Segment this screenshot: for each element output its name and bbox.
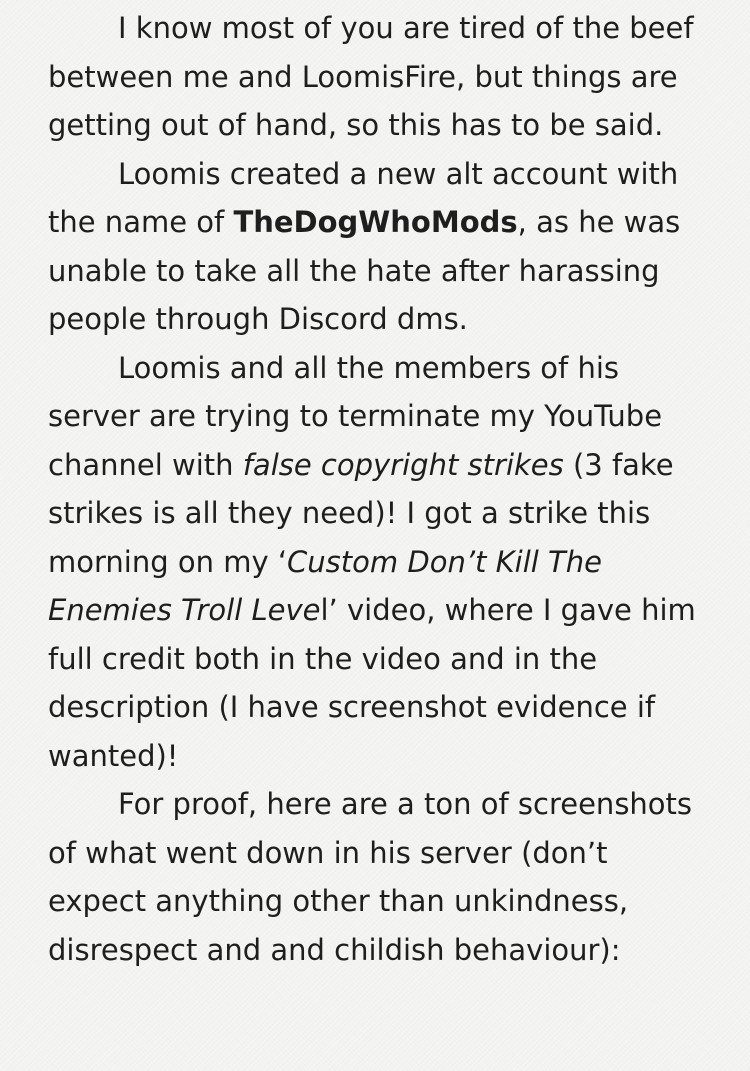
strikes-text-part2: (3 fake strikes is all they need)! I got a strike this morning on my ‘ bbox=[48, 447, 674, 579]
paragraph-proof bbox=[48, 780, 710, 974]
paragraph-intro bbox=[48, 4, 710, 150]
video-title-italic: Custom Don’t Kill The Enemies Troll Leve bbox=[48, 544, 602, 627]
alt-account-text-after: , as he was unable to take all the hate after harassing people through Discord dms. bbox=[48, 205, 681, 336]
strikes-text-part1: Loomis and all the members of his server are trying to terminate my YouTube channel with bbox=[48, 350, 663, 482]
paragraph-intro-text: I know most of you are tired of the beef between me and LoomisFire, but things are getting out of hand, so this has to be said. bbox=[48, 11, 694, 142]
strikes-text-part3: l’ video, where I gave him full credit both in the video and in the description (I have screenshot evidence if wanted)! bbox=[48, 593, 696, 773]
alt-account-username: TheDogWhoMods bbox=[233, 205, 518, 239]
alt-account-text-before: Loomis created a new alt account with the name of bbox=[48, 156, 679, 239]
paragraph-proof-text: For proof, here are a ton of screenshots of what went down in his server (don’t expect anything other than unkindness, disrespect and and childish behaviour): bbox=[48, 787, 693, 967]
strikes-italic-phrase: false copyright strikes bbox=[242, 447, 564, 482]
paragraph-alt-account bbox=[48, 150, 710, 344]
paragraph-copyright-strikes bbox=[48, 344, 710, 781]
